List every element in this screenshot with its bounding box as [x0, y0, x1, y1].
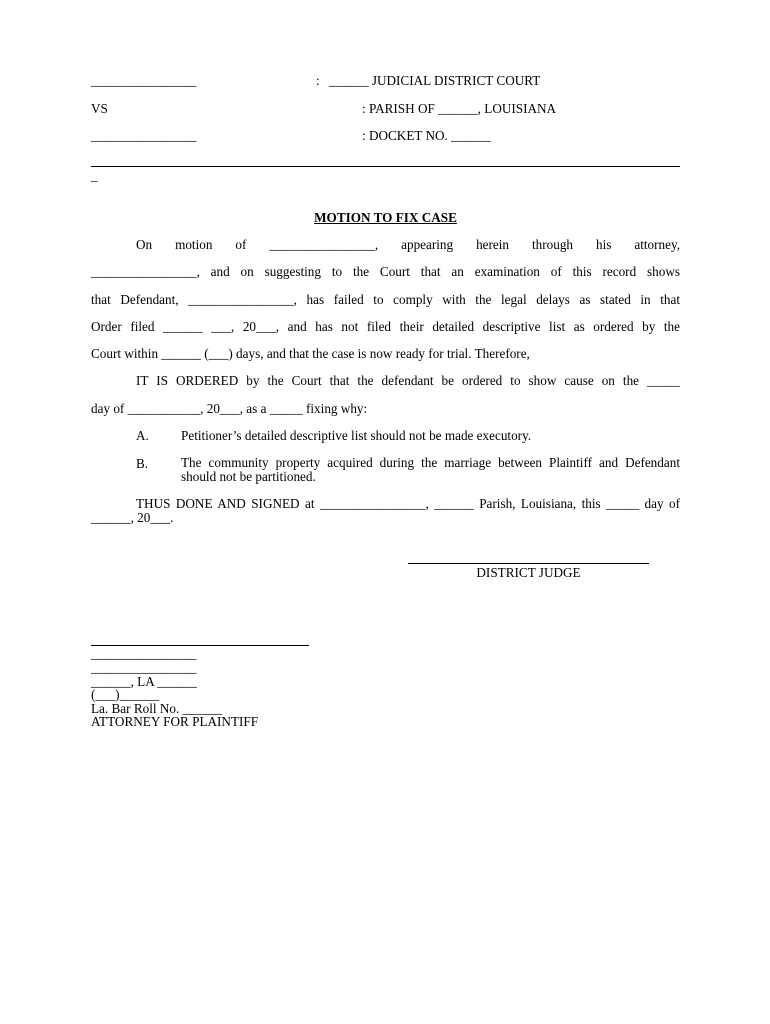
order-paragraph-line-2: day of ___________, 20___, as a _____ fixing why: [91, 401, 368, 416]
attorney-city-line: ______, LA ______ [91, 674, 197, 689]
attorney-address-blank: ________________ [91, 660, 197, 675]
attorney-phone-line: (___)______ [91, 687, 160, 702]
caption-divider-tail: _ [91, 168, 98, 183]
motion-paragraph-line-2: ________________, and on suggesting to the Court that an examination of this record shows [91, 264, 680, 279]
court-colon: : [316, 73, 320, 88]
caption-divider [91, 166, 680, 167]
plaintiff-blank: ________________ [91, 73, 197, 88]
attorney-name-blank: ________________ [91, 646, 197, 661]
judge-signature-line [408, 563, 649, 564]
attorney-role: ATTORNEY FOR PLAINTIFF [91, 714, 259, 729]
defendant-blank: ________________ [91, 128, 197, 143]
document-title: MOTION TO FIX CASE [314, 210, 457, 225]
item-b-label: B. [136, 456, 149, 471]
item-a-label: A. [136, 428, 149, 443]
court-name: ______ JUDICIAL DISTRICT COURT [329, 73, 541, 88]
parish-line: : PARISH OF ______, LOUISIANA [362, 101, 557, 116]
attorney-bar-roll: La. Bar Roll No. ______ [91, 701, 223, 716]
motion-paragraph-line-5: Court within ______ (___) days, and that the case is now ready for trial. Therefore, [91, 346, 530, 361]
judge-label: DISTRICT JUDGE [476, 565, 581, 580]
motion-paragraph-line-3: that Defendant, ________________, has failed to comply with the legal delays as stated in that [91, 292, 680, 307]
versus-label: VS [91, 101, 108, 116]
docket-number: : DOCKET NO. ______ [362, 128, 491, 143]
order-paragraph-line-1: IT IS ORDERED by the Court that the defendant be ordered to show cause on the _____ [136, 373, 680, 388]
motion-paragraph-line-1: On motion of ________________, appearing herein through his attorney, [136, 237, 680, 252]
signed-paragraph: THUS DONE AND SIGNED at ________________, ______ Parish, Louisiana, this _____ day of ______, 20___. [91, 496, 680, 525]
item-a-text: Petitioner’s detailed descriptive list should not be made executory. [181, 428, 532, 443]
item-b-text: The community property acquired during the marriage between Plaintiff and Defendant should not be partitioned. [181, 455, 680, 484]
motion-paragraph-line-4: Order filed ______ ___, 20___, and has not filed their detailed descriptive list as ordered by the [91, 319, 680, 334]
